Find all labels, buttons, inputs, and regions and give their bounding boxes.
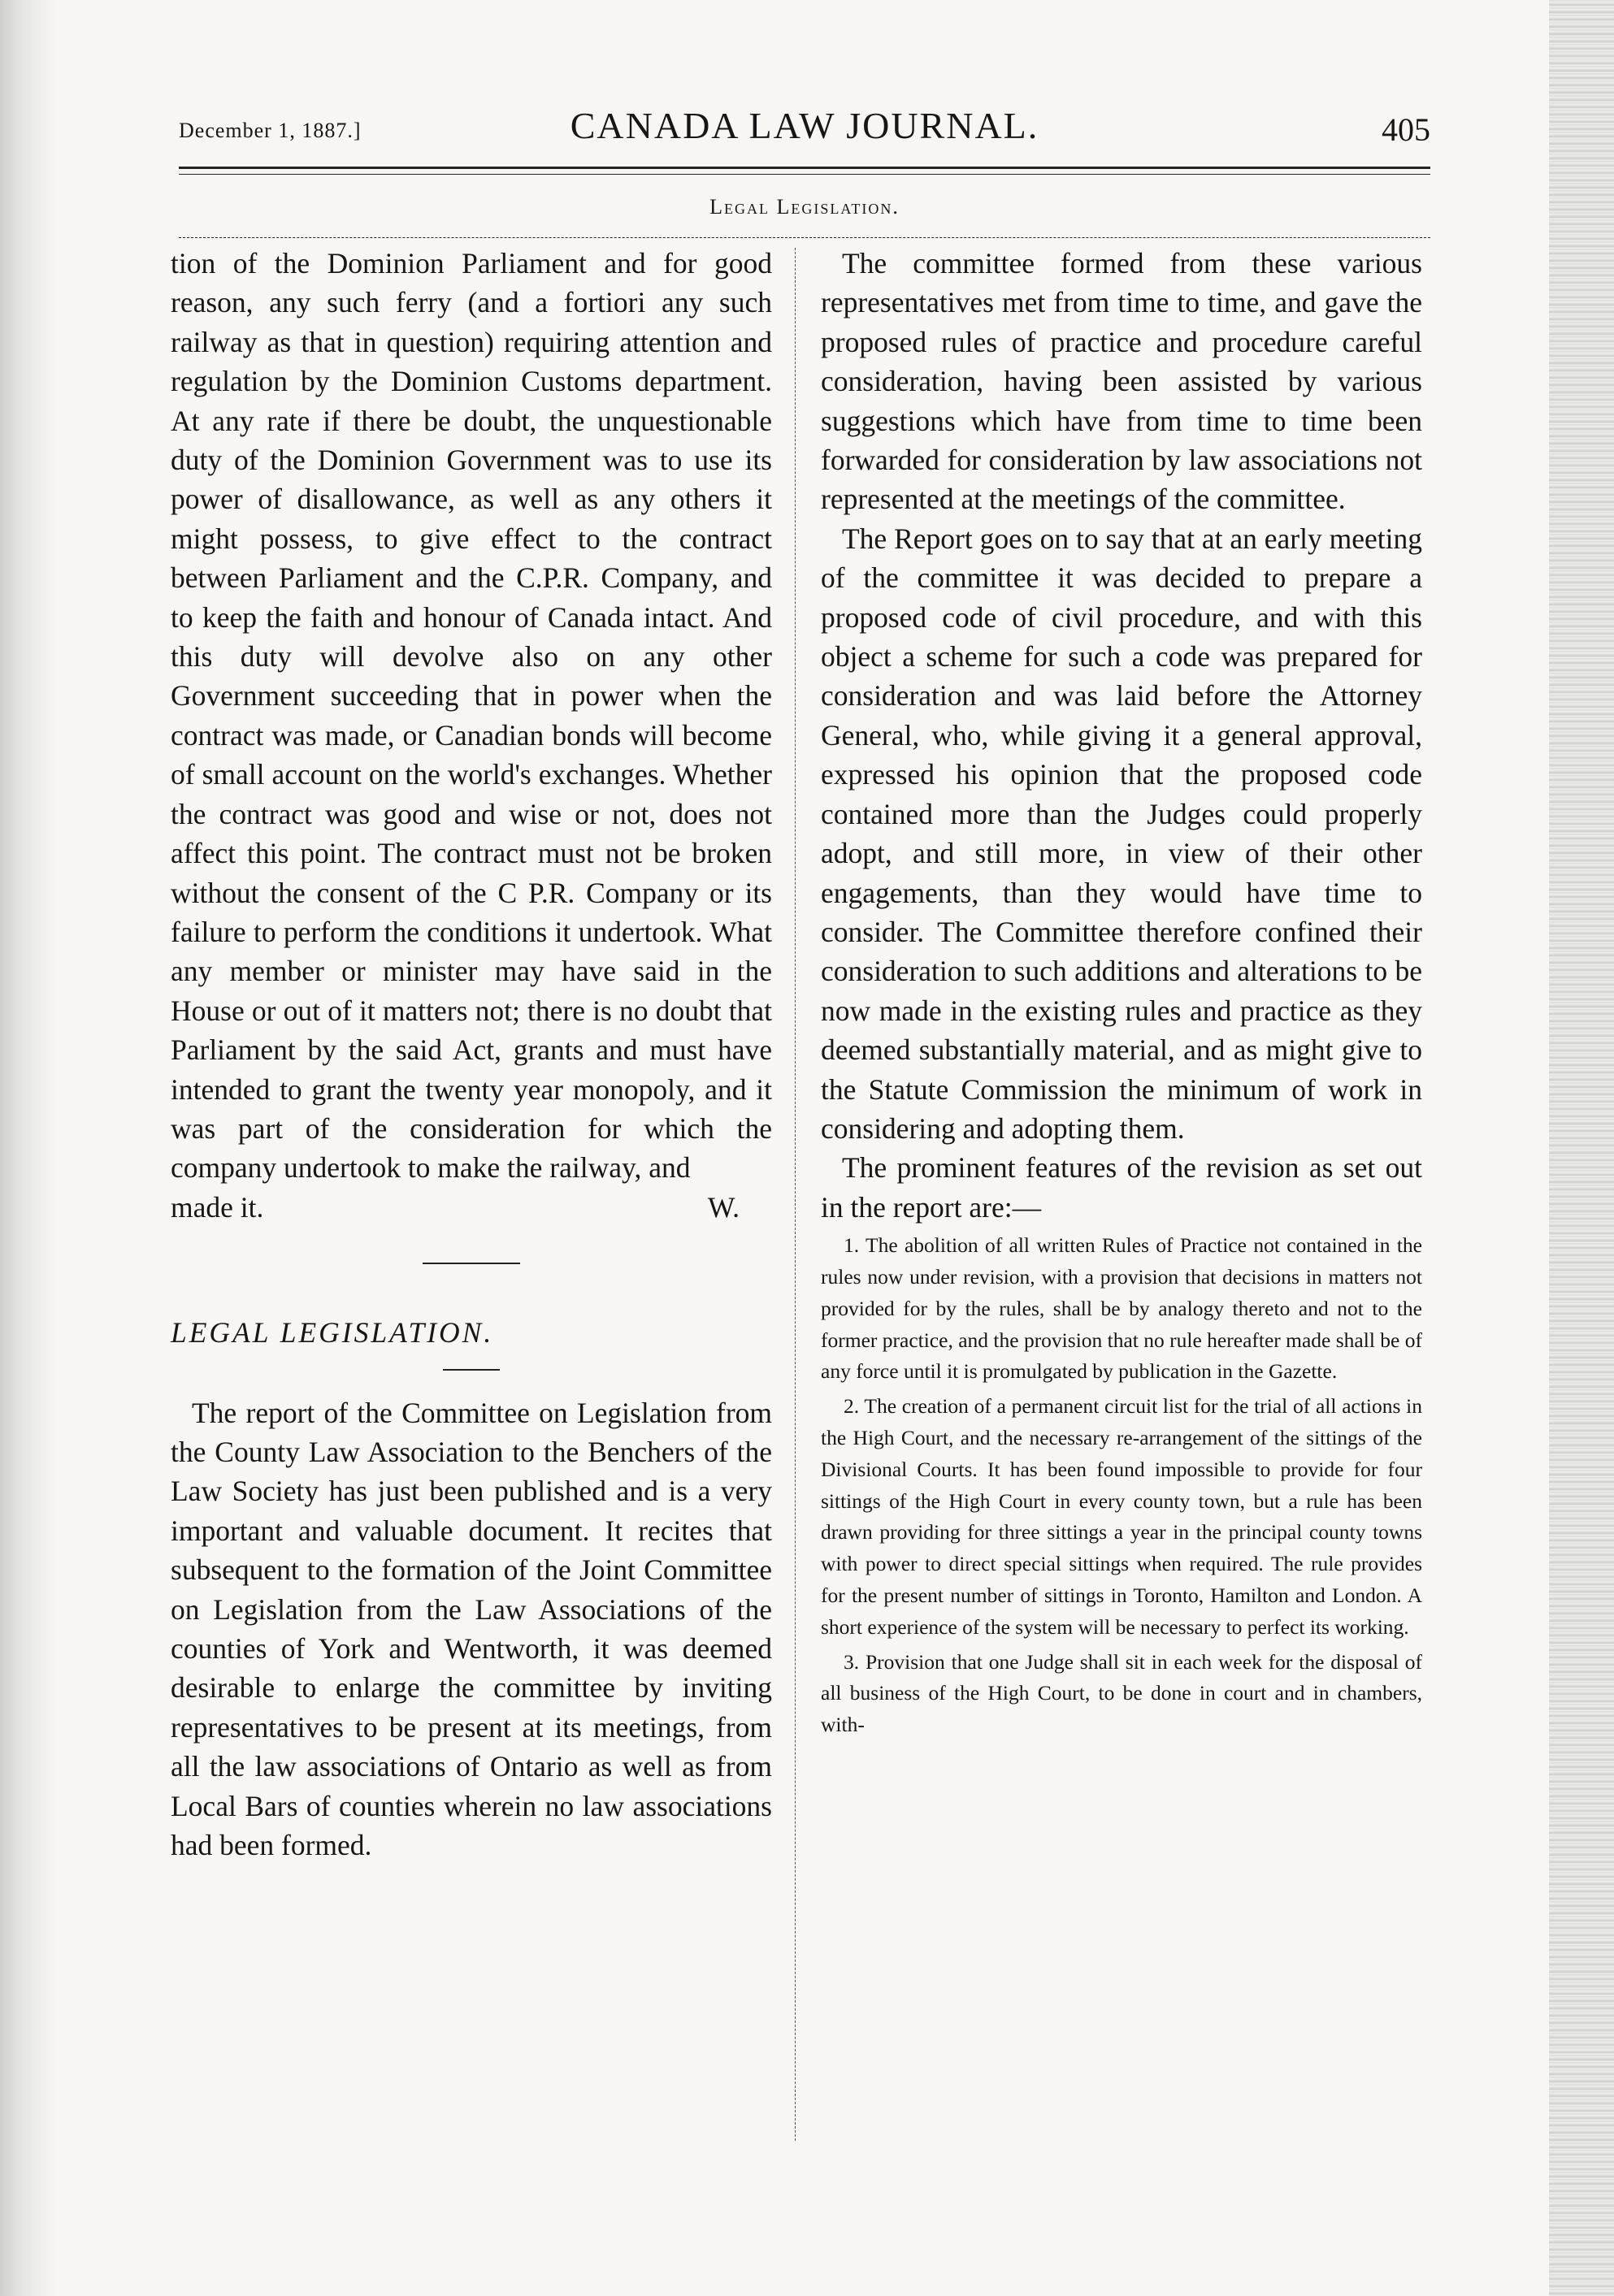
feature-item-3: 3. Provision that one Judge shall sit in each week for the disposal of all business of the High Court, to be done in court and in chambers, with- (821, 1649, 1422, 1737)
right-column (821, 244, 1422, 1741)
right-paragraph-1: The committee formed from these various representatives met from time to time, and gave the proposed rules of practice and procedure careful consideration, having been assisted by various suggestions which have from time to time been forwarded for consideration by law associations not represented at the meetings of the committee. (821, 247, 1422, 516)
journal-title: CANADA LAW JOURNAL. (570, 105, 1039, 146)
features-list (821, 1230, 1422, 1741)
left-paragraph-1-end (171, 1188, 772, 1227)
article-title: LEGAL LEGISLATION. (171, 1316, 494, 1349)
left-column (171, 244, 772, 1865)
right-paragraph-2: The Report goes on to say that at an early meeting of the committee it was decided to prepare a proposed code of civil procedure, and with this object a scheme for such a code was prepared for consideration and was laid before the Attorney General, who, while giving it a general approval, expressed his opinion that the proposed code contained more than the Judges could properly adopt, and still more, in view of their other engagements, than they would have time to consider. The Committee therefore confined their consideration to such additions and alterations to be now made in the existing rules and practice as they deemed substantially material, and as might give to the Statute Commission the minimum of work in considering and adopting them. (821, 522, 1422, 1145)
page-number: 405 (1382, 111, 1430, 148)
right-paragraph-3: The prominent features of the revision as set out in the report are:— (821, 1151, 1422, 1224)
section-heading: Legal Legislation. (709, 195, 900, 219)
feature-item-2: 2. The creation of a permanent circuit list for the trial of all actions in the High Court, and the necessary re-arrangement of the sittings of the Divisional Courts. It has been found impossible to provide for four sittings of the High Court in every county town, but a rule has been drawn providing for three sittings a year in the principal county towns with power to direct special sittings when required. The rule provides for the present number of sittings in Toronto, Hamilton and London. A short experience of the system will be necessary to perfect its working. (821, 1394, 1422, 1639)
scan-edge-right (1549, 0, 1614, 2296)
running-header (179, 104, 1430, 153)
author-signature: W. (707, 1190, 740, 1224)
column-divider (795, 248, 796, 2141)
header-rule (179, 167, 1430, 169)
left-paragraph-1-last: made it. (171, 1190, 264, 1224)
left-paragraph-1: tion of the Dominion Parliament and for good reason, any such ferry (and a fortiori any such railway as that in question) requiring attention and regulation by the Dominion Customs department. At any rate if there be doubt, the unquestionable duty of the Dominion Government was to use its power of disallowance, as well as any others it might possess, to give effect to the contract between Parliament and the C.P.R. Company, and to keep the faith and honour of Canada intact. And this duty will devolve also on any other Government succeeding that in power when the contract was made, or Canadian bonds will become of small account on the world's exchanges. Whether the contract was good and wise or not, does not affect this point. The contract must not be broken without the consent of the C P.R. Company or its failure to perform the conditions it undertook. What any member or minister may have said in the House or out of it matters not; there is no doubt that Parliament by the said Act, grants and must have intended to grant the twenty year monopoly, and it was part of the consideration for which the company undertook to make the railway, and (171, 247, 772, 1185)
header-rule-thin (179, 174, 1430, 175)
left-paragraph-2: The report of the Committee on Legislation from the County Law Association to the Benchers of the Law Society has just been published and is a very important and valuable document. It recites that subsequent to the formation of the Joint Committee on Legislation from the Law Associations of the counties of York and Wentworth, it was deemed desirable to enlarge the committee by inviting representatives to be present at its meetings, from all the law associations of Ontario as well as from Local Bars of counties wherein no law associations had been formed. (171, 1396, 772, 1862)
issue-date: December 1, 1887.] (179, 119, 362, 142)
feature-item-1: 1. The abolition of all written Rules of Practice not contained in the rules now under revision, with a provision that decisions in matters not provided for by the rules, shall be by analogy thereto and not to the former practice, and the provision that no rule hereafter made shall be of any force until it is promulgated by publication in the Gazette. (821, 1233, 1422, 1384)
section-rule (179, 237, 1430, 238)
scan-edge-left (0, 0, 57, 2296)
